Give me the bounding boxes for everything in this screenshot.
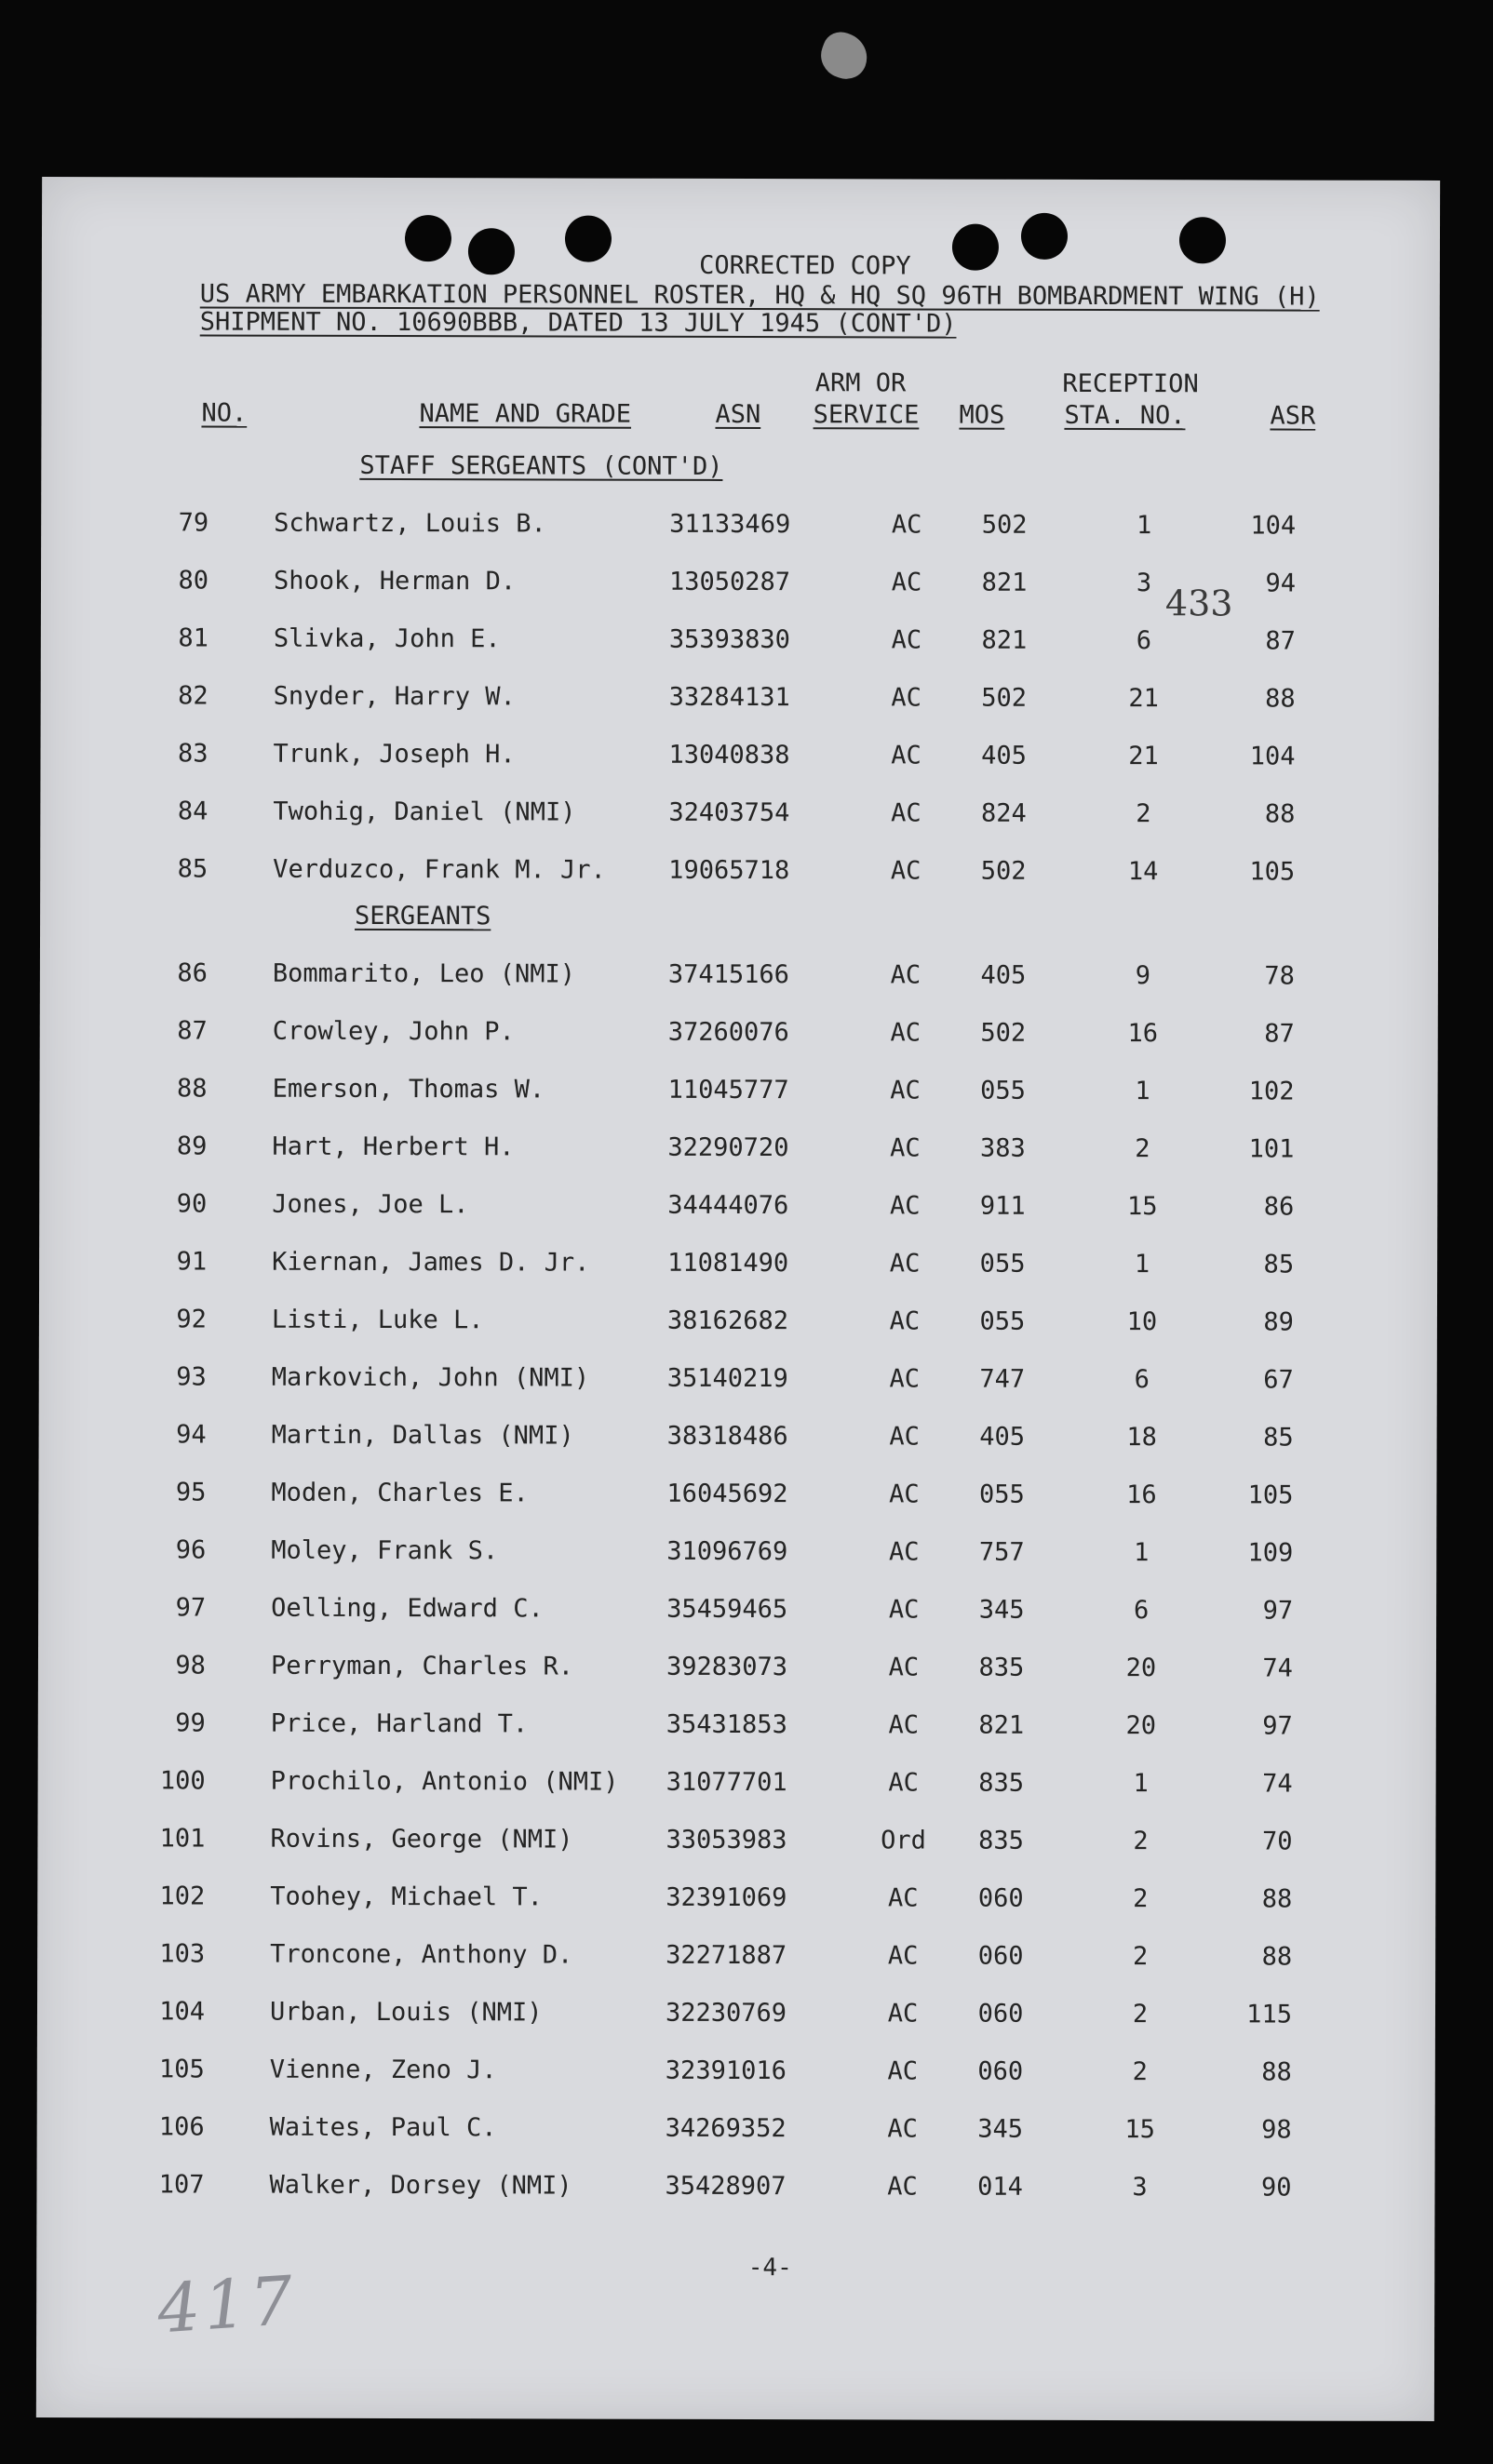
cell-sta: 2 [1136, 799, 1151, 829]
cell-sta: 16 [1126, 1480, 1157, 1510]
cell-asn: 32391069 [666, 1882, 787, 1913]
cell-asn: 35459465 [666, 1594, 788, 1625]
cell-name: Snyder, Harry W. [273, 681, 516, 712]
cell-asr: 85 [1263, 1423, 1294, 1453]
document-title: CORRECTED COPY [699, 250, 911, 281]
cell-sta: 1 [1135, 1077, 1150, 1106]
table-row [38, 1653, 1436, 1686]
cell-no: 90 [176, 1189, 208, 1219]
cell-asr: 85 [1263, 1250, 1295, 1279]
cell-name: Rovins, George (NMI) [270, 1824, 573, 1855]
cell-asr: 89 [1263, 1307, 1294, 1337]
cell-asr: 105 [1249, 857, 1296, 887]
cell-asr: 115 [1246, 2000, 1293, 2029]
cell-mos: 345 [977, 2114, 1024, 2144]
stamp-number: 433 [1164, 583, 1233, 624]
table-row [36, 2172, 1434, 2205]
table-row [38, 1480, 1436, 1513]
cell-asn: 32391016 [665, 2056, 787, 2086]
cell-no: 95 [175, 1478, 207, 1507]
cell-no: 86 [177, 958, 208, 988]
cell-name: Schwartz, Louis B. [274, 508, 546, 539]
cell-no: 103 [159, 1939, 206, 1969]
column-header-sta-line2: STA. NO. [1064, 400, 1186, 431]
cell-arm: AC [888, 1710, 920, 1740]
cell-asn: 13040838 [668, 740, 790, 770]
cell-asn: 16045692 [666, 1479, 788, 1509]
section-label: SERGEANTS [355, 901, 491, 931]
column-header-mos: MOS [959, 400, 1005, 430]
cell-arm: AC [889, 1306, 921, 1336]
cell-mos: 757 [978, 1537, 1025, 1567]
cell-arm: AC [890, 1133, 921, 1163]
section-heading [40, 903, 1438, 936]
cell-arm: AC [887, 2056, 919, 2086]
cell-asr: 74 [1262, 1654, 1294, 1683]
cell-sta: 15 [1124, 2115, 1155, 2145]
cell-no: 104 [159, 1997, 206, 2027]
cell-sta: 2 [1132, 2057, 1148, 2087]
cell-mos: 055 [980, 1076, 1027, 1105]
cell-mos: 821 [981, 625, 1028, 655]
column-header-arm-line2: SERVICE [813, 400, 920, 430]
table-row [39, 1422, 1437, 1455]
cell-mos: 060 [977, 1999, 1024, 2029]
cell-asr: 88 [1261, 1942, 1293, 1972]
cell-arm: AC [887, 2114, 918, 2144]
cell-asn: 39283073 [666, 1652, 788, 1682]
cell-asn: 33284131 [668, 682, 790, 713]
cell-name: Martin, Dallas (NMI) [271, 1420, 574, 1451]
column-header-asn: ASN [715, 399, 761, 430]
cell-mos: 405 [981, 741, 1027, 770]
document-page [36, 177, 1440, 2421]
cell-name: Jones, Joe L. [272, 1189, 469, 1220]
cell-arm: Ord [881, 1826, 926, 1855]
cell-asn: 37260076 [667, 1017, 789, 1048]
table-row [37, 2114, 1435, 2148]
cell-asn: 34444076 [667, 1190, 789, 1221]
column-header-no: NO. [201, 398, 248, 428]
cell-arm: AC [890, 856, 921, 886]
cell-arm: AC [888, 1883, 919, 1913]
cell-asn: 34269352 [665, 2113, 787, 2144]
table-row [40, 960, 1438, 994]
cell-asr: 90 [1260, 2173, 1292, 2203]
cell-no: 81 [178, 623, 208, 653]
cell-sta: 2 [1132, 1942, 1149, 1972]
cell-arm: AC [887, 1999, 919, 2029]
cell-arm: AC [887, 2172, 918, 2202]
cell-arm: AC [891, 625, 922, 655]
cell-name: Moley, Frank S. [271, 1535, 499, 1566]
cell-asn: 37415166 [667, 959, 789, 990]
table-row [41, 683, 1439, 716]
table-row [38, 1595, 1436, 1628]
cell-name: Crowley, John P. [272, 1016, 515, 1047]
scan-artifact [814, 27, 873, 85]
cell-mos: 502 [980, 856, 1027, 886]
cell-sta: 21 [1128, 684, 1159, 714]
table-row [40, 741, 1438, 774]
cell-arm: AC [890, 1076, 921, 1105]
cell-arm: AC [889, 1480, 920, 1509]
table-row [38, 1768, 1436, 1801]
cell-arm: AC [891, 798, 921, 828]
table-row [40, 1076, 1438, 1109]
cell-name: Emerson, Thomas W. [272, 1074, 545, 1105]
cell-mos: 824 [980, 798, 1027, 828]
cell-arm: AC [888, 1768, 919, 1798]
cell-mos: 502 [981, 683, 1028, 713]
cell-mos: 014 [977, 2172, 1023, 2202]
cell-sta: 6 [1136, 626, 1152, 656]
cell-mos: 060 [977, 1941, 1024, 1971]
cell-asr: 86 [1263, 1192, 1295, 1222]
cell-arm: AC [891, 510, 922, 540]
cell-no: 80 [178, 566, 209, 596]
cell-sta: 3 [1132, 2173, 1148, 2203]
cell-mos: 911 [979, 1191, 1026, 1221]
cell-name: Hart, Herbert H. [272, 1132, 515, 1162]
cell-asn: 32403754 [668, 797, 790, 828]
table-row [39, 1191, 1437, 1225]
cell-name: Twohig, Daniel (NMI) [273, 797, 576, 827]
cell-no: 92 [176, 1305, 207, 1334]
cell-no: 82 [178, 681, 208, 711]
cell-asr: 104 [1249, 742, 1296, 771]
cell-asn: 31096769 [666, 1536, 788, 1567]
cell-mos: 060 [977, 1883, 1024, 1913]
cell-sta: 20 [1125, 1711, 1157, 1741]
table-row [37, 1883, 1435, 1917]
cell-no: 93 [176, 1362, 207, 1392]
column-header-sta-line1: RECEPTION [1062, 368, 1199, 399]
cell-arm: AC [887, 1941, 919, 1971]
cell-name: Oelling, Edward C. [271, 1593, 544, 1624]
cell-sta: 2 [1132, 2000, 1149, 2029]
cell-asr: 88 [1264, 799, 1296, 829]
cell-no: 101 [159, 1824, 206, 1854]
table-row [37, 1999, 1435, 2032]
cell-asn: 11045777 [667, 1075, 789, 1105]
cell-asn: 32230769 [665, 1998, 787, 2029]
cell-asr: 109 [1247, 1538, 1294, 1568]
cell-name: Slivka, John E. [273, 623, 501, 654]
cell-no: 88 [177, 1074, 208, 1104]
cell-name: Price, Harland T. [270, 1708, 529, 1739]
cell-arm: AC [891, 741, 921, 770]
cell-mos: 835 [978, 1653, 1025, 1682]
cell-no: 91 [176, 1247, 208, 1277]
cell-asn: 35140219 [666, 1363, 788, 1394]
cell-sta: 1 [1136, 511, 1152, 541]
cell-asr: 105 [1247, 1480, 1294, 1510]
handwritten-number: 417 [155, 2260, 300, 2349]
cell-asr: 97 [1262, 1596, 1294, 1626]
page-number: -4- [747, 2254, 792, 2283]
cell-asr: 78 [1264, 961, 1295, 991]
cell-arm: AC [890, 960, 921, 990]
cell-sta: 14 [1127, 857, 1159, 887]
cell-mos: 060 [977, 2056, 1024, 2086]
cell-name: Shook, Herman D. [273, 566, 517, 596]
table-row [41, 625, 1439, 659]
cell-no: 98 [175, 1651, 207, 1681]
cell-asr: 101 [1248, 1134, 1295, 1164]
cell-asr: 97 [1262, 1711, 1293, 1741]
table-row [37, 1941, 1435, 1975]
table-row [41, 510, 1439, 543]
cell-name: Urban, Louis (NMI) [269, 1997, 543, 2028]
cell-asr: 104 [1250, 511, 1297, 541]
cell-sta: 1 [1134, 1250, 1150, 1279]
cell-asr: 88 [1261, 1884, 1293, 1914]
cell-no: 87 [177, 1016, 208, 1046]
cell-no: 83 [177, 739, 208, 769]
cell-name: Prochilo, Antonio (NMI) [270, 1766, 619, 1797]
cell-asr: 102 [1248, 1077, 1295, 1106]
cell-sta: 15 [1126, 1192, 1158, 1222]
cell-asr: 94 [1265, 569, 1297, 598]
cell-sta: 2 [1133, 1827, 1149, 1856]
cell-mos: 502 [980, 1018, 1027, 1048]
section-label: STAFF SERGEANTS (CONT'D) [359, 450, 723, 481]
cell-asn: 35428907 [665, 2171, 787, 2202]
cell-asn: 35431853 [666, 1709, 787, 1740]
cell-name: Markovich, John (NMI) [271, 1362, 590, 1393]
cell-sta: 10 [1126, 1307, 1158, 1337]
cell-sta: 6 [1133, 1596, 1150, 1626]
cell-asn: 38162682 [666, 1306, 789, 1336]
cell-mos: 345 [978, 1595, 1025, 1625]
cell-sta: 6 [1134, 1365, 1150, 1395]
cell-sta: 21 [1128, 742, 1159, 771]
table-row [37, 1826, 1435, 1859]
cell-arm: AC [889, 1364, 921, 1394]
cell-asn: 31133469 [669, 509, 791, 540]
column-header-name: NAME AND GRADE [419, 399, 632, 429]
table-row [39, 1133, 1437, 1167]
cell-mos: 747 [979, 1364, 1026, 1394]
cell-asn: 38318486 [666, 1421, 788, 1452]
cell-no: 96 [175, 1535, 207, 1565]
cell-sta: 1 [1134, 1538, 1150, 1568]
cell-name: Bommarito, Leo (NMI) [272, 958, 576, 989]
cell-asn: 35393830 [668, 624, 790, 655]
cell-name: Vienne, Zeno J. [269, 2055, 497, 2085]
cell-name: Kiernan, James D. Jr. [272, 1247, 590, 1278]
section-heading [41, 452, 1439, 486]
cell-asn: 19065718 [668, 855, 790, 886]
cell-no: 105 [159, 2055, 205, 2084]
cell-asn: 32290720 [667, 1132, 789, 1163]
cell-no: 102 [159, 1881, 206, 1911]
cell-mos: 055 [979, 1480, 1025, 1509]
cell-asr: 87 [1264, 1019, 1295, 1049]
cell-arm: AC [889, 1422, 920, 1452]
cell-arm: AC [888, 1653, 920, 1682]
cell-name: Listi, Luke L. [271, 1305, 484, 1335]
document-subtitle-line1: US ARMY EMBARKATION PERSONNEL ROSTER, HQ & HQ SQ 96TH BOMBARDMENT WING (H) [199, 279, 1320, 312]
cell-no: 97 [175, 1593, 207, 1623]
cell-name: Verduzco, Frank M. Jr. [273, 854, 606, 885]
cell-asn: 31077701 [666, 1767, 787, 1798]
cell-arm: AC [891, 568, 922, 597]
cell-arm: AC [889, 1191, 921, 1221]
cell-asr: 87 [1265, 626, 1296, 656]
cell-asr: 67 [1263, 1365, 1294, 1395]
table-row [37, 2056, 1435, 2090]
cell-name: Walker, Dorsey (NMI) [269, 2170, 572, 2201]
table-row [40, 856, 1438, 890]
table-row [39, 1306, 1437, 1340]
column-header-arm-line1: ARM OR [814, 368, 907, 398]
table-row [40, 1018, 1438, 1051]
cell-mos: 055 [979, 1306, 1026, 1336]
cell-name: Troncone, Anthony D. [270, 1939, 573, 1970]
table-row [38, 1537, 1436, 1571]
column-header-asr: ASR [1270, 401, 1316, 431]
cell-asr: 74 [1262, 1769, 1293, 1799]
cell-no: 107 [158, 2170, 205, 2200]
cell-sta: 2 [1133, 1884, 1149, 1914]
cell-name: Trunk, Joseph H. [273, 739, 516, 770]
cell-sta: 18 [1126, 1423, 1157, 1453]
cell-no: 99 [175, 1708, 206, 1738]
cell-asn: 33053983 [666, 1825, 787, 1855]
cell-no: 89 [176, 1132, 208, 1161]
cell-mos: 502 [981, 510, 1028, 540]
roster-document [36, 177, 1440, 2421]
cell-name: Waites, Paul C. [269, 2112, 497, 2143]
cell-sta: 1 [1133, 1769, 1149, 1799]
cell-mos: 835 [978, 1826, 1024, 1855]
cell-no: 84 [177, 797, 208, 826]
cell-sta: 20 [1125, 1654, 1157, 1683]
cell-no: 100 [159, 1766, 206, 1796]
cell-mos: 405 [979, 1422, 1026, 1452]
cell-no: 85 [177, 854, 208, 884]
cell-mos: 821 [978, 1710, 1025, 1740]
cell-arm: AC [890, 1018, 921, 1048]
table-row [38, 1710, 1436, 1744]
cell-sta: 16 [1127, 1019, 1159, 1049]
cell-asn: 32271887 [666, 1940, 787, 1971]
cell-asr: 70 [1261, 1827, 1293, 1856]
cell-sta: 9 [1135, 961, 1151, 991]
cell-mos: 405 [980, 960, 1027, 990]
table-row [39, 1249, 1437, 1282]
table-row [40, 798, 1438, 832]
cell-mos: 821 [981, 568, 1028, 597]
cell-asr: 88 [1261, 2057, 1292, 2087]
cell-arm: AC [889, 1249, 921, 1279]
cell-arm: AC [888, 1595, 920, 1625]
cell-name: Perryman, Charles R. [270, 1651, 574, 1681]
cell-arm: AC [891, 683, 921, 713]
cell-no: 79 [178, 508, 209, 538]
cell-arm: AC [888, 1537, 920, 1567]
cell-mos: 055 [979, 1249, 1026, 1279]
document-subtitle-line2: SHIPMENT NO. 10690BBB, DATED 13 JULY 1945 (CONT'D) [199, 307, 957, 339]
cell-no: 106 [158, 2112, 205, 2142]
cell-name: Moden, Charles E. [271, 1478, 529, 1508]
cell-sta: 2 [1135, 1134, 1150, 1164]
cell-no: 94 [176, 1420, 207, 1450]
cell-mos: 383 [979, 1133, 1026, 1163]
cell-asn: 11081490 [667, 1248, 789, 1279]
cell-mos: 835 [978, 1768, 1025, 1798]
cell-sta: 3 [1136, 569, 1152, 598]
cell-name: Toohey, Michael T. [270, 1881, 543, 1912]
cell-asr: 88 [1265, 684, 1296, 714]
cell-asr: 98 [1261, 2115, 1292, 2145]
cell-asn: 13050287 [668, 567, 791, 597]
table-row [39, 1364, 1437, 1398]
